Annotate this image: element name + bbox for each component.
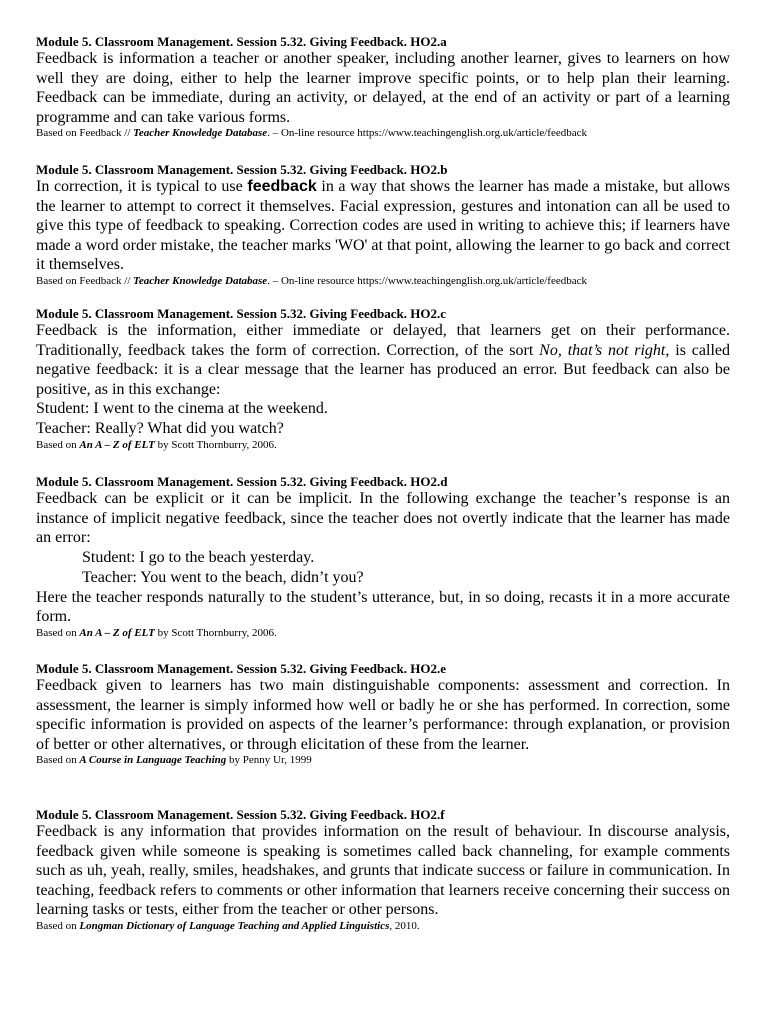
section-heading: Module 5. Classroom Management. Session 5.32. Giving Feedback. HO2.a — [36, 34, 447, 49]
section-source — [36, 275, 730, 288]
section-heading: Module 5. Classroom Management. Session 5.32. Giving Feedback. HO2.e — [36, 661, 446, 676]
source-prefix: Based on Feedback // — [36, 274, 134, 287]
handout-section-d — [36, 474, 730, 640]
source-prefix: Based on — [36, 439, 80, 452]
section-heading: Module 5. Classroom Management. Session 5.32. Giving Feedback. HO2.d — [36, 474, 448, 489]
handout-section-a — [36, 34, 730, 140]
section-source — [36, 127, 730, 140]
source-prefix: Based on Feedback // — [36, 127, 134, 140]
section-body — [36, 177, 730, 275]
section-body: Feedback given to learners has two main distinguishable components: assessment and correction. In assessment, the learner is simply informed how well or badly he or she has performed. In correction, some specific information is provided on aspects of the learner’s performance: through explanation, or provision of better or other alternatives, or through elicitation of these from the learner. — [36, 677, 730, 753]
handout-section-b — [36, 162, 730, 288]
section-body: Feedback can be explicit or it can be implicit. In the following exchange the teacher’s response is an instance of implicit negative feedback, since the teacher does not overtly indicate that the learner has made an error: — [36, 490, 730, 547]
source-prefix: Based on — [36, 626, 80, 639]
handout-section-c — [36, 306, 730, 452]
section-heading: Module 5. Classroom Management. Session 5.32. Giving Feedback. HO2.c — [36, 306, 446, 321]
source-suffix: by Scott Thornburry, 2006. — [154, 439, 277, 452]
source-suffix: by Scott Thornburry, 2006. — [154, 626, 277, 639]
section-body: Feedback is information a teacher or another speaker, including another learner, gives to learners on how well they are doing, either to help the learner improve specific points, or to help plan their learning. Feedback can be immediate, during an activity, or delayed, at the end of an activity or part of a learning programme and can take various forms. — [36, 50, 730, 126]
section-heading: Module 5. Classroom Management. Session 5.32. Giving Feedback. HO2.f — [36, 807, 445, 822]
section-source — [36, 627, 730, 640]
dialogue-line-student: Student: I go to the beach yesterday. — [82, 548, 315, 566]
source-suffix: by Penny Ur, 1999 — [226, 754, 312, 767]
section-body — [36, 321, 730, 399]
section-body: Feedback is any information that provides information on the result of behaviour. In discourse analysis, feedback given while someone is speaking is sometimes called back channeling, for example comments such as uh, yeah, really, smiles, headshakes, and grunts that indicate success or failure in communication. In teaching, feedback refers to comments or other information that learners receive concerning their success on learning tasks or tests, either from the teacher or other persons. — [36, 823, 730, 919]
source-prefix: Based on — [36, 754, 80, 767]
source-suffix: , 2010. — [389, 919, 420, 932]
source-title: Longman Dictionary of Language Teaching and Applied Linguistics — [79, 919, 390, 932]
section-source — [36, 754, 730, 767]
dialogue-line-teacher: Teacher: You went to the beach, didn’t you? — [82, 568, 364, 586]
body-text-italic: No, that’s not right — [539, 341, 666, 359]
body-text-pre: In correction, it is typical to use — [36, 178, 248, 195]
source-title: A Course in Language Teaching — [79, 754, 227, 767]
source-prefix: Based on — [36, 919, 80, 932]
handout-section-e — [36, 661, 730, 767]
section-source — [36, 439, 730, 452]
body-text-bold: feedback — [247, 178, 317, 195]
section-heading: Module 5. Classroom Management. Session 5.32. Giving Feedback. HO2.b — [36, 162, 448, 177]
dialogue-line-teacher: Teacher: Really? What did you watch? — [36, 420, 284, 438]
dialogue-line-student: Student: I went to the cinema at the weekend. — [36, 400, 328, 418]
source-suffix: . – On-line resource https://www.teachingenglish.org.uk/article/feedback — [267, 127, 588, 140]
handout-section-f — [36, 807, 730, 933]
section-body-continued: Here the teacher responds naturally to the student’s utterance, but, in so doing, recasts it in a more accurate form. — [36, 588, 730, 626]
source-title: An A – Z of ELT — [79, 626, 155, 639]
source-title: Teacher Knowledge Database — [133, 127, 268, 140]
section-source — [36, 920, 730, 933]
body-text-post: , is called negative feedback: it is a clear message that the learner has produced an error. But feedback can also be positive, as in this exchange: — [36, 341, 730, 398]
source-title: An A – Z of ELT — [79, 439, 155, 452]
source-suffix: . – On-line resource https://www.teachingenglish.org.uk/article/feedback — [267, 274, 588, 287]
source-title: Teacher Knowledge Database — [133, 274, 268, 287]
body-text-pre: Feedback is the information, either immediate or delayed, that learners get on their performance. Traditionally, feedback takes the form of correction. Correction, of the sort — [36, 322, 730, 359]
body-text-post: in a way that shows the learner has made a mistake, but allows the learner to attempt to correct it themselves. Facial expression, gestures and intonation can all be used to give this type of feedback to speaking. Correction codes are used in writing to achieve this; if learners have made a word order mistake, the teacher marks 'WO' at that point, allowing the learner to go back and correct it themselves. — [36, 178, 730, 274]
